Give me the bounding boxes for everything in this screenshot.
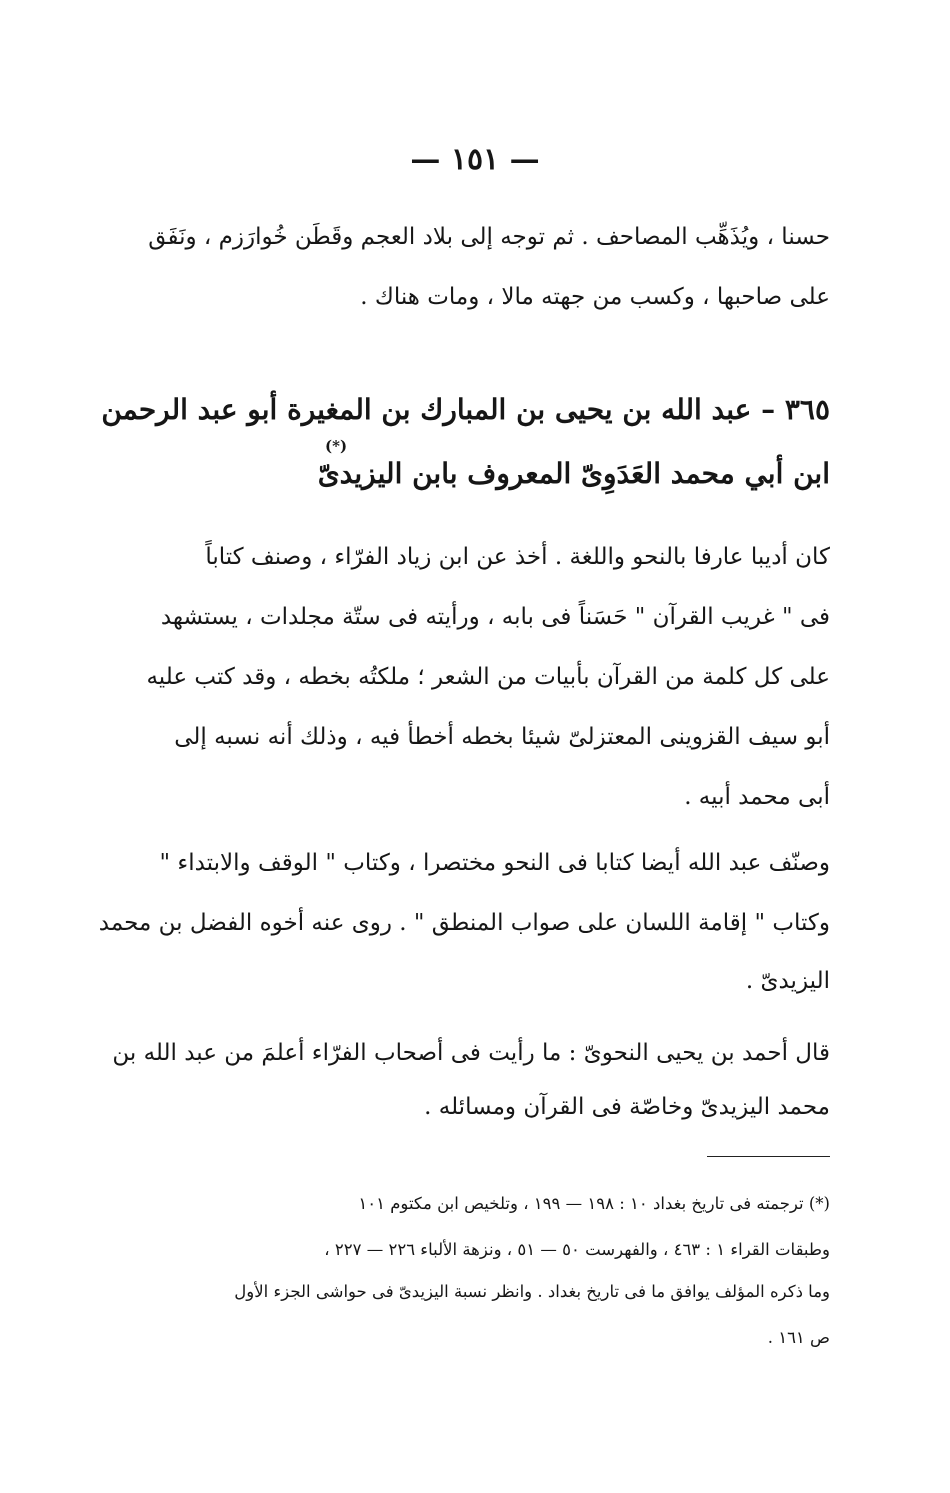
text-line: كان أديبا عارفا بالنحو واللغة . أخذ عن ابن زياد الفرّاء ، وصنف كتاباً: [205, 544, 830, 570]
footnote-line: (*) ترجمته فى تاريخ بغداد ١٠ : ١٩٨ — ١٩٩ ، وتلخيص ابن مكتوم ١٠١: [358, 1194, 830, 1213]
text-line: وصنّف عبد الله أيضا كتابا فى النحو مختصرا ، وكتاب " الوقف والابتداء ": [159, 850, 830, 876]
footnote-line: ص ١٦١ .: [767, 1328, 830, 1347]
text-line: على صاحبها ، وكسب من جهته مالا ، ومات هناك .: [360, 284, 830, 310]
text-line: أبى محمد أبيه .: [684, 784, 830, 810]
text-line: حسنا ، ويُذَهِّب المصاحف . ثم توجه إلى بلاد العجم وقَطَن خُوارَزم ، ونَفَق: [148, 224, 830, 250]
heading-line: ابن أبي محمد العَدَوِىّ المعروف بابن اليزيدىّ: [317, 457, 830, 490]
text-line: قال أحمد بن يحيى النحوىّ : ما رأيت فى أصحاب الفرّاء أعلمَ من عبد الله بن: [112, 1040, 830, 1066]
footnote-line: وطبقات القراء ١ : ٤٦٣ ، والفهرست ٥٠ — ٥١ ، ونزهة الألباء ٢٢٦ — ٢٢٧ ،: [324, 1240, 830, 1259]
text-line: اليزيدىّ .: [745, 968, 830, 994]
text-line: محمد اليزيدىّ وخاصّة فى القرآن ومسائله .: [424, 1094, 830, 1120]
text-line: وكتاب " إقامة اللسان على صواب المنطق " . روى عنه أخوه الفضل بن محمد: [98, 910, 830, 936]
text-line: أبو سيف القزوينى المعتزلىّ شيئا بخطه أخطأ فيه ، وذلك أنه نسبه إلى: [174, 724, 830, 750]
heading-line: ٣٦٥ – عبد الله بن يحيى بن المبارك بن المغيرة أبو عبد الرحمن: [101, 393, 830, 426]
page-number: — ١٥١ —: [410, 142, 540, 177]
text-line: فى " غريب القرآن " حَسَناً فى بابه ، ورأيته فى ستّة مجلدات ، يستشهد: [160, 604, 830, 630]
footnote-line: وما ذكره المؤلف يوافق ما فى تاريخ بغداد . وانظر نسبة اليزيدىّ فى حواشى الجزء الأول: [234, 1282, 830, 1301]
footnote-mark: (*): [325, 437, 348, 455]
text-line: على كل كلمة من القرآن بأبيات من الشعر ؛ ملكتُه بخطه ، وقد كتب عليه: [146, 664, 830, 690]
footnote-separator: [707, 1156, 830, 1157]
